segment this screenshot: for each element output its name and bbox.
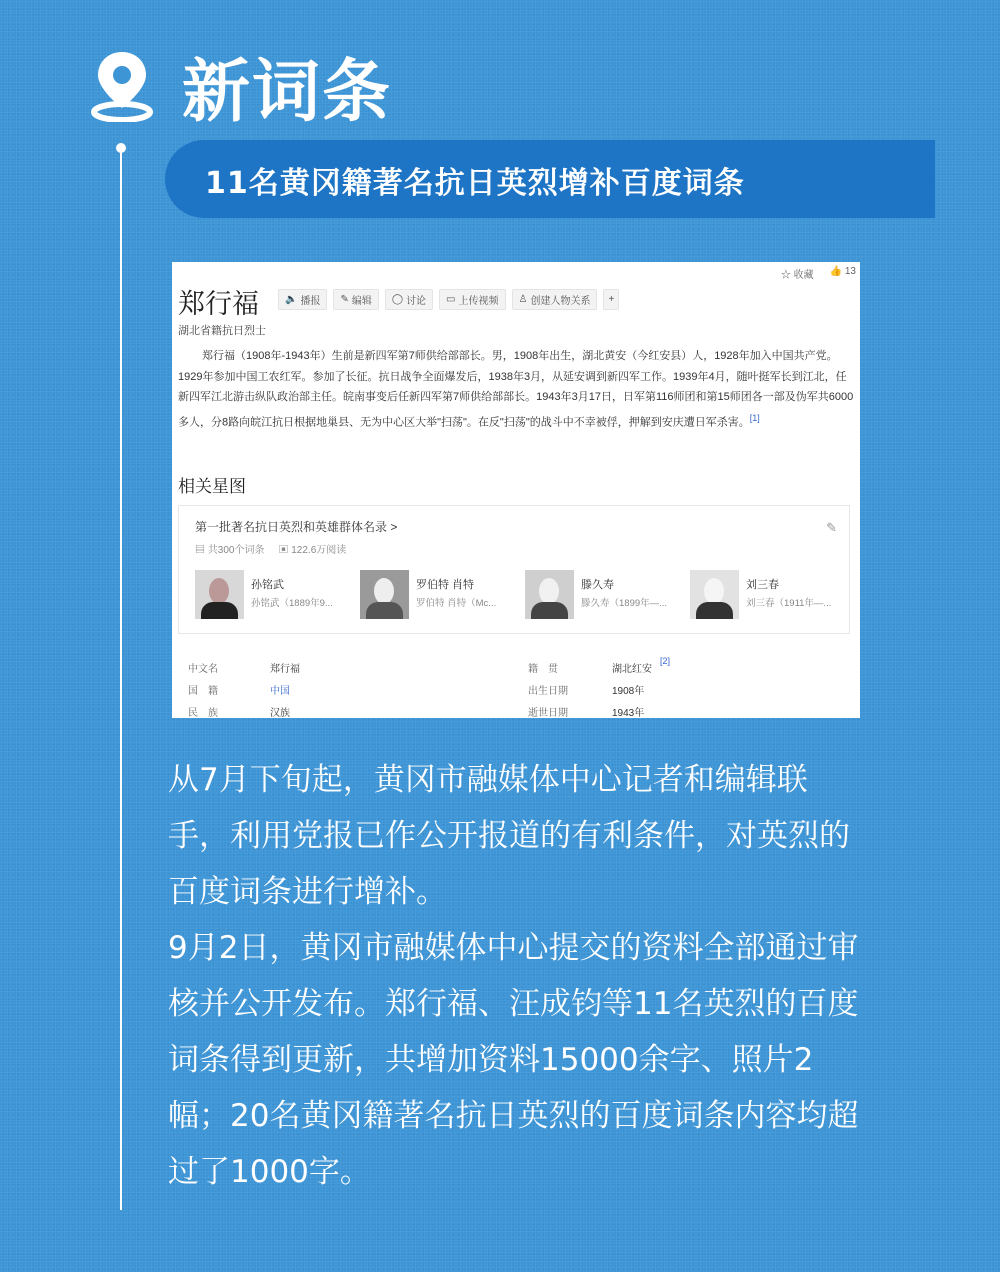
reference-link[interactable]: [2] <box>660 656 671 666</box>
related-section-title: 相关星图 <box>178 477 246 496</box>
card-meta <box>195 541 346 556</box>
card-title-link[interactable]: 第一批著名抗日英烈和英雄群体名录 > <box>195 520 398 534</box>
baike-screenshot <box>172 262 860 718</box>
info-row: 中文名 郑行福 籍 贯 湖北红安 [2] <box>188 656 671 675</box>
add-button[interactable]: + <box>603 289 619 310</box>
person-item[interactable]: 滕久寿 滕久寿（1899年—... <box>525 570 690 620</box>
person-photo <box>525 570 574 619</box>
broadcast-button[interactable]: 🔈 播报 <box>278 289 327 310</box>
reference-link[interactable]: [1] <box>749 412 760 423</box>
like-button[interactable]: 👍 13 <box>829 266 856 277</box>
entry-count: ▤ 共300个词条 <box>195 545 265 556</box>
body-paragraph-1: 从7月下旬起，黄冈市融媒体中心记者和编辑联手，利用党报已作公开报道的有利条件，对英烈的百度词条进行增补。 <box>168 762 850 910</box>
favorite-button[interactable]: ☆ 收藏 <box>780 270 814 281</box>
person-photo <box>360 570 409 619</box>
discuss-button[interactable]: ◯ 讨论 <box>385 289 433 310</box>
top-actions <box>781 266 856 281</box>
create-relation-button[interactable]: ♙ 创建人物关系 <box>512 289 598 310</box>
read-count: ▣ 122.6万阅读 <box>278 545 347 556</box>
edit-button[interactable]: ✎ 编辑 <box>333 289 378 310</box>
edit-icon[interactable]: ✎ <box>826 520 837 535</box>
headline-banner <box>165 140 935 218</box>
person-item[interactable]: 罗伯特 肖特 罗伯特 肖特（Mc... <box>360 570 525 620</box>
nationality-link[interactable]: 中国 <box>270 686 290 697</box>
speaker-icon: 🔈 <box>285 294 298 305</box>
headline-text: 11名黄冈籍著名抗日英烈增补百度词条 <box>205 166 745 201</box>
timeline-line <box>120 150 122 1210</box>
entry-title: 郑行福 <box>178 289 259 319</box>
entry-paragraph: 郑行福（1908年-1943年）生前是新四军第7师供给部部长。男，1908年出生，湖北黄安（今红安县）人，1928年加入中国共产党。1929年参加中国工农红军。参加了长征。抗日战争全面爆发后，1938年3月，从延安调到新四军工作。1939年4月，随叶挺军长到江北，任新四军江北游击纵队政治部主任。皖南事变后任新四军第7师供给部部长。1943年3月17日，日军第116师团和第15师团各一部及伪军共6000多人，分8路向皖江抗日根据地巢县、无为中心区大举"扫荡"。在反"扫荡"的战斗中不幸被俘，押解到安庆遭日军杀害。[1] <box>178 350 854 429</box>
related-card <box>178 505 850 634</box>
location-pin-icon <box>90 50 154 122</box>
pencil-icon: ✎ <box>340 294 349 305</box>
entry-subtitle: 湖北省籍抗日烈士 <box>178 325 266 337</box>
people-list <box>195 570 855 620</box>
comment-icon: ◯ <box>391 294 404 305</box>
person-photo <box>690 570 739 619</box>
section-heading: 新词条 <box>182 52 393 132</box>
person-photo <box>195 570 244 619</box>
person-item[interactable]: 孙铭武 孙铭武（1889年9... <box>195 570 360 620</box>
person-item[interactable]: 刘三春 刘三春（1911年—... <box>690 570 855 620</box>
info-row: 民 族 汉族 逝世日期 1943年 <box>188 708 645 718</box>
info-row: 国 籍 中国 出生日期 1908年 <box>188 682 848 704</box>
video-icon: ▭ <box>446 294 456 305</box>
upload-video-button[interactable]: ▭ 上传视频 <box>439 289 505 310</box>
article-body <box>168 752 868 1200</box>
entry-toolbar <box>278 289 619 310</box>
body-paragraph-2: 9月2日，黄冈市融媒体中心提交的资料全部通过审核并公开发布。郑行福、汪成钧等11名英烈的百度词条得到更新，共增加资料15000余字、照片2幅；20名黄冈籍著名抗日英烈的百度词条内容均超过了1000字。 <box>168 930 859 1190</box>
people-icon: ♙ <box>518 294 528 305</box>
